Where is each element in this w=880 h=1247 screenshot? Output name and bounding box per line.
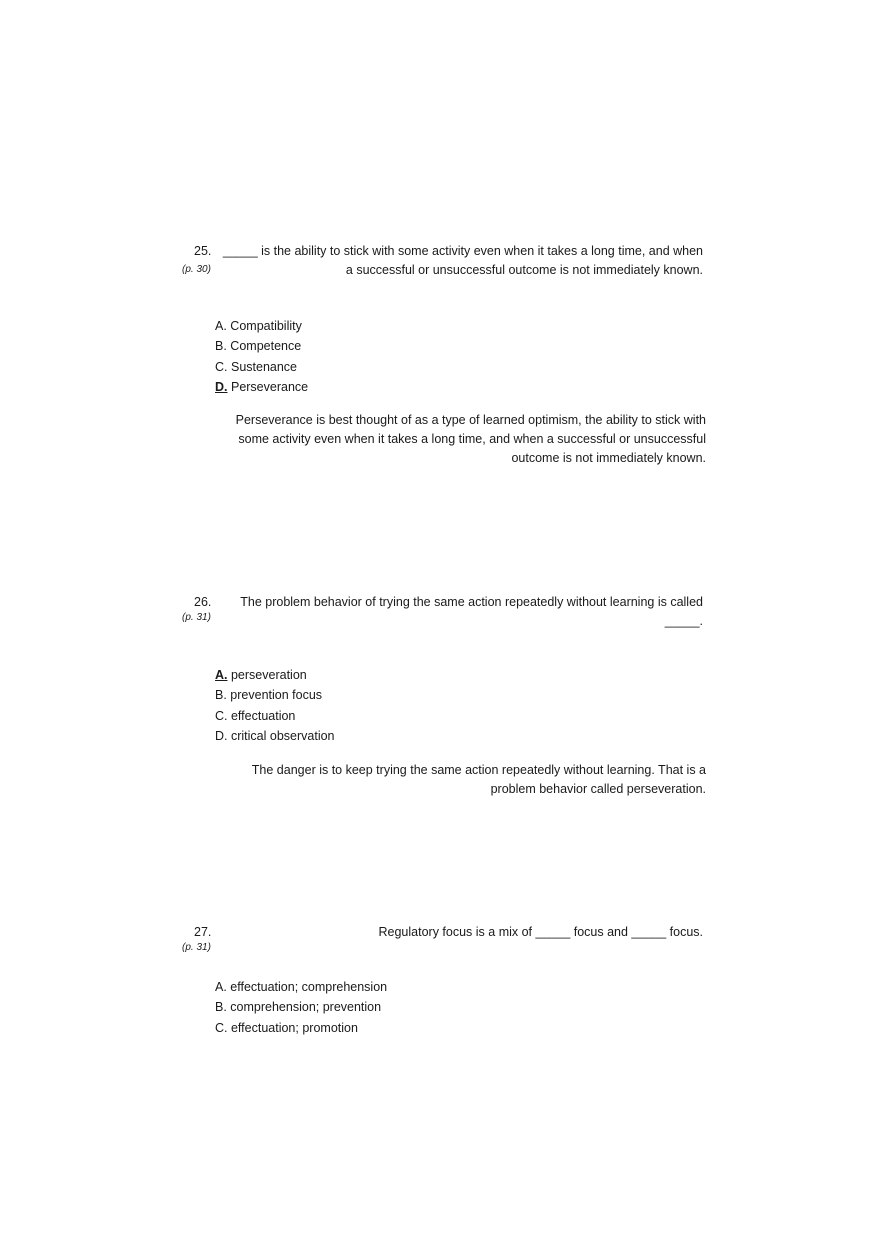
option-letter: B. bbox=[215, 1000, 227, 1015]
explanation-line: some activity even when it takes a long time, and when a successful or unsuccessful bbox=[238, 432, 706, 446]
option-text: effectuation; comprehension bbox=[230, 980, 388, 994]
option-c bbox=[215, 1018, 387, 1038]
option-d bbox=[215, 726, 335, 746]
option-c bbox=[215, 706, 335, 726]
answer-explanation bbox=[252, 761, 706, 799]
option-letter: C. bbox=[215, 359, 228, 374]
option-text: effectuation; promotion bbox=[230, 1020, 358, 1035]
correct-option-letter: D. bbox=[215, 379, 228, 394]
option-text: Competence bbox=[230, 339, 302, 354]
explanation-line: The danger is to keep trying the same action repeatedly without learning. That is a bbox=[251, 763, 706, 777]
question-number: 25. bbox=[194, 244, 212, 258]
option-a bbox=[215, 977, 387, 997]
option-text: Perseverance bbox=[230, 379, 309, 394]
option-b bbox=[215, 336, 308, 356]
question-number: 26. bbox=[194, 595, 212, 609]
option-b bbox=[215, 685, 335, 705]
option-text: Compatibility bbox=[230, 319, 302, 333]
answer-explanation bbox=[236, 411, 706, 468]
option-c bbox=[215, 357, 308, 377]
question-line: The problem behavior of trying the same action repeatedly without learning is called bbox=[240, 595, 703, 609]
option-d bbox=[215, 377, 308, 397]
option-text: critical observation bbox=[230, 728, 335, 743]
option-letter: B. bbox=[215, 688, 227, 703]
option-letter: D. bbox=[215, 728, 228, 743]
option-letter: B. bbox=[215, 339, 227, 354]
correct-option-letter: A. bbox=[215, 668, 228, 682]
option-text: comprehension; prevention bbox=[230, 1000, 382, 1015]
answer-options bbox=[215, 316, 308, 397]
option-letter: C. bbox=[215, 1020, 228, 1035]
answer-options bbox=[215, 665, 335, 746]
option-b bbox=[215, 997, 387, 1017]
option-a bbox=[215, 665, 335, 685]
question-number: 27. bbox=[194, 925, 212, 939]
page-reference: (p. 31) bbox=[182, 612, 211, 623]
question-line: a successful or unsuccessful outcome is not immediately known. bbox=[345, 263, 703, 277]
question-text bbox=[240, 593, 703, 631]
option-text: effectuation bbox=[230, 708, 296, 723]
question-text bbox=[223, 242, 703, 280]
explanation-line: outcome is not immediately known. bbox=[511, 451, 706, 465]
explanation-line: problem behavior called perseveration. bbox=[490, 782, 706, 796]
option-letter: A. bbox=[215, 319, 227, 333]
option-text: perseveration bbox=[230, 668, 307, 682]
question-text bbox=[379, 923, 704, 942]
option-a bbox=[215, 316, 308, 336]
explanation-line: Perseverance is best thought of as a type of learned optimism, the ability to stick with bbox=[235, 413, 706, 427]
page-reference: (p. 30) bbox=[182, 264, 211, 275]
option-text: Sustenance bbox=[230, 359, 298, 374]
option-letter: C. bbox=[215, 708, 228, 723]
page-reference: (p. 31) bbox=[182, 942, 211, 953]
option-text: prevention focus bbox=[230, 688, 323, 703]
question-line: Regulatory focus is a mix of _____ focus and _____ focus. bbox=[378, 925, 703, 939]
answer-options bbox=[215, 977, 387, 1038]
question-line: _____ is the ability to stick with some activity even when it takes a long time, and when bbox=[222, 244, 703, 258]
option-letter: A. bbox=[215, 980, 227, 994]
question-line: _____. bbox=[664, 614, 703, 628]
